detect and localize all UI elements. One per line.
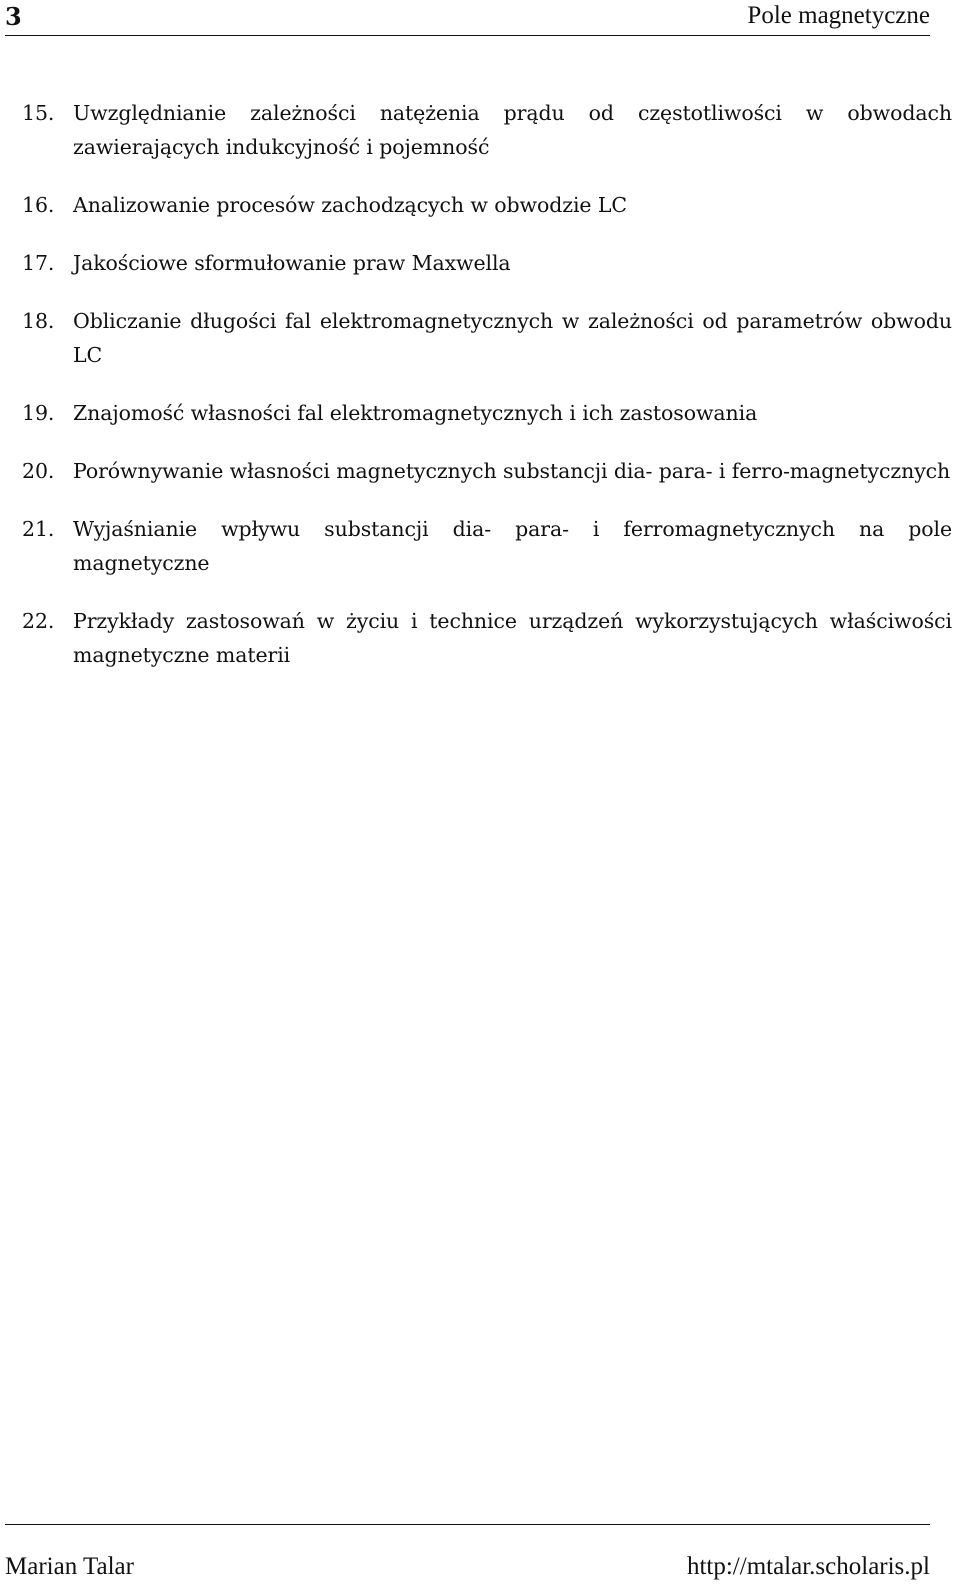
item-text: Wyjaśnianie wpływu substancji dia- para- i ferromagnetycznych na pole magnetyczne (73, 517, 952, 575)
list-item (22, 604, 952, 672)
item-number: 22. (22, 609, 55, 633)
item-text: Analizowanie procesów zachodzących w obwodzie LC (73, 193, 627, 217)
item-text: Porównywanie własności magnetycznych substancji dia- para- i ferro-magnetycznych (73, 459, 951, 483)
item-text: Przykłady zastosowań w życiu i technice urządzeń wykorzystujących właściwości magnetyczne materii (73, 609, 952, 667)
item-number: 16. (22, 193, 55, 217)
item-number: 18. (22, 309, 55, 333)
item-text: Znajomość własności fal elektromagnetycznych i ich zastosowania (73, 401, 758, 425)
list-item (22, 96, 952, 164)
list-item (22, 246, 952, 280)
item-text: Jakościowe sformułowanie praw Maxwella (73, 251, 511, 275)
item-text: Uwzględnianie zależności natężenia prądu od częstotliwości w obwodach zawierających indukcyjność i pojemność (73, 101, 952, 159)
list-item (22, 512, 952, 580)
item-number: 15. (22, 101, 55, 125)
chapter-title: Pole magnetyczne (747, 2, 930, 29)
author-name: Marian Talar (5, 1553, 134, 1580)
objectives-list (22, 96, 952, 696)
item-number: 20. (22, 459, 55, 483)
website-url: http://mtalar.scholaris.pl (686, 1553, 930, 1580)
list-item (22, 188, 952, 222)
item-number: 19. (22, 401, 55, 425)
list-item (22, 396, 952, 430)
list-item (22, 304, 952, 372)
page-header (5, 0, 930, 36)
item-number: 21. (22, 517, 55, 541)
list-item (22, 454, 952, 488)
item-text: Obliczanie długości fal elektromagnetycznych w zależności od parametrów obwodu LC (73, 309, 952, 367)
page-number: 3 (5, 2, 22, 31)
page-footer (5, 1524, 930, 1585)
item-number: 17. (22, 251, 55, 275)
